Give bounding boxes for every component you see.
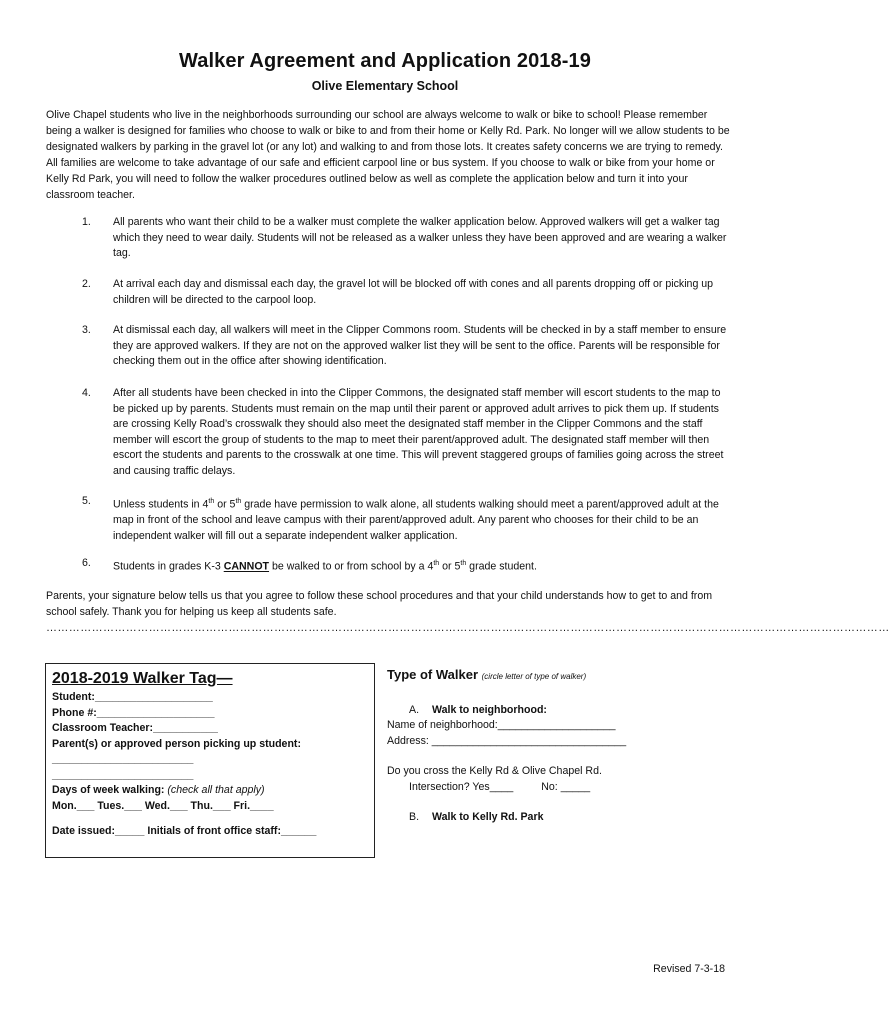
procedure-number: 2. [82, 278, 91, 290]
revision-date: Revised 7-3-18 [653, 963, 725, 975]
intro-paragraph: Olive Chapel students who live in the neighborhoods surrounding our school are always welcome to walk or bike to school! Please remember being a walker is designed for families who choose to walk or bike to and from their home or Kelly Rd. Park. No longer will we allow students to be designated walkers by parking in the gravel lot (or any lot) and walking to and from those lots. It creates safety concerns we are trying to remedy. All families are welcome to take advantage of our safe and efficient carpool line or bus system. If you choose to walk or bike from your home or Kelly Rd Park, you will need to follow the walker procedures outlined below as well as complete the application below and turn it into your classroom teacher. [46, 109, 730, 201]
parent-field-line[interactable]: ________________________ [52, 768, 194, 781]
option-b[interactable] [387, 810, 727, 826]
option-a-letter: A. [409, 703, 420, 716]
procedure-text: Students in grades K-3 CANNOT be walked to or from school by a 4th or 5th grade student. [113, 560, 537, 573]
cut-line: …………………………………………………………………………………………………………………………………………………………………………………………………… [46, 622, 890, 634]
procedure-item [82, 215, 732, 262]
procedure-text: At dismissal each day, all walkers will meet in the Clipper Commons room. Students will be checked in by a staff member to ensure they are approved walkers. If they are not on the approved walker list they will be sent to the office. Parents will be responsible for checking them out in the office after showing identification. [113, 324, 727, 367]
procedure-number: 6. [82, 557, 91, 569]
option-a-label: Walk to neighborhood: [432, 703, 547, 716]
phone-field[interactable]: Phone #:____________________ [52, 706, 215, 719]
procedure-number: 5. [82, 495, 91, 507]
walker-type-title: Type of Walker (circle letter of type of walker) [387, 667, 587, 682]
procedure-number: 3. [82, 324, 91, 336]
parent-field-label: Parent(s) or approved person picking up student: [52, 737, 301, 750]
procedure-item [82, 323, 732, 370]
procedure-item [82, 386, 732, 479]
address-field[interactable]: Address: _________________________________ [387, 734, 627, 747]
neighborhood-field[interactable]: Name of neighborhood:____________________ [387, 719, 616, 731]
days-checkboxes[interactable]: Mon.___ Tues.___ Wed.___ Thu.___ Fri.____ [52, 799, 274, 812]
walker-tag-title: 2018-2019 Walker Tag— [52, 670, 233, 687]
option-a[interactable] [387, 703, 727, 719]
procedure-number: 4. [82, 387, 91, 399]
days-label: Days of week walking: (check all that apply) [52, 784, 265, 796]
student-field[interactable]: Student:____________________ [52, 691, 213, 703]
date-issued-field[interactable]: Date issued:_____ Initials of front office staff:______ [52, 825, 317, 837]
walker-type-section [387, 667, 727, 826]
procedure-text: Unless students in 4th or 5th grade have permission to walk alone, all students walking should meet a parent/approved adult at the map in front of the school and leave campus with their parent/approved adult. Any parent who chooses for their child to be an independent walker will fill out a separate independent walker application. [113, 498, 719, 542]
parent-field-line[interactable]: ________________________ [52, 753, 194, 765]
walker-tag-box [45, 663, 375, 858]
option-b-letter: B. [409, 811, 420, 823]
crossing-question: Do you cross the Kelly Rd & Olive Chapel Rd. [387, 765, 602, 777]
procedure-text: After all students have been checked in into the Clipper Commons, the designated staff member will escort students to the map to be picked up by parents. Students must remain on the map until their parent or approved adult arrives to pick them up. If students are crossing Kelly Road’s crosswalk they should also meet the designated staff member in the Clipper Commons and the staff member will escort the group of students to the map to meet their parent/approved adult. The designated staff member will then escort the students and parents to the crosswalk at one time. This will prevent staggered groups of families going across the street and causing traffic delays. [113, 387, 724, 477]
cannot-emphasis: CANNOT [223, 560, 270, 573]
procedure-text: All parents who want their child to be a walker must complete the walker application below. Approved walkers will get a walker tag which they need to wear daily. Students will not be released as a walker unless they have been approved and are wearing a walker tag. [113, 216, 727, 259]
crossing-answer[interactable]: Intersection? Yes____ No: _____ [409, 780, 591, 793]
document-title: Walker Agreement and Application 2018-19 [179, 50, 591, 72]
procedure-item [82, 494, 732, 544]
teacher-field[interactable]: Classroom Teacher:___________ [52, 722, 218, 734]
procedure-item [82, 277, 732, 308]
procedure-item [82, 556, 732, 575]
procedure-text: At arrival each day and dismissal each day, the gravel lot will be blocked off with cones and all parents dropping off or picking up children will be directed to the carpool loop. [113, 278, 714, 306]
option-b-label: Walk to Kelly Rd. Park [432, 811, 544, 823]
walker-tag-fields [52, 690, 316, 840]
school-name: Olive Elementary School [311, 79, 459, 93]
closing-paragraph: Parents, your signature below tells us that you agree to follow these school procedures and that your child understands how to get to and from school safely. Thank you for helping us keep all students safe. [46, 590, 713, 618]
procedure-number: 1. [82, 216, 91, 228]
